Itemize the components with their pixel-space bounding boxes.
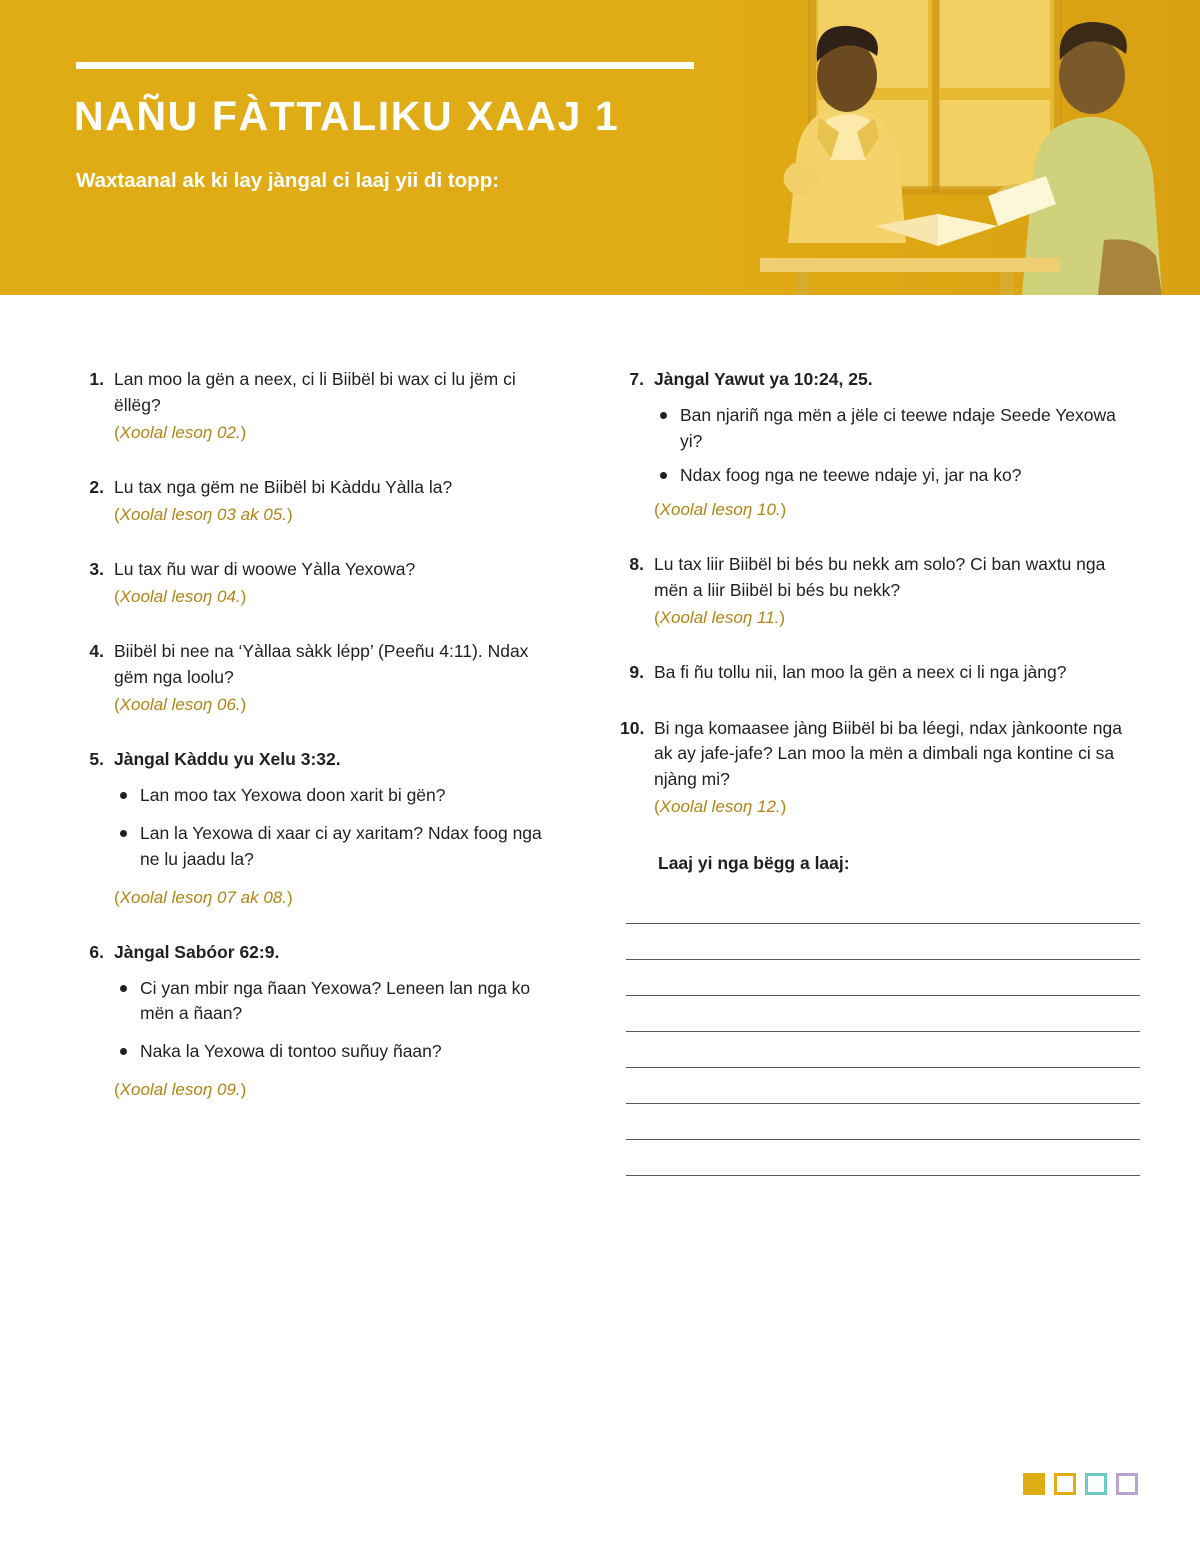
page-subtitle: Waxtaanal ak ki lay jàngal ci laaj yii di topp:: [76, 169, 500, 192]
question-item: [80, 557, 550, 609]
questions-column-left: [80, 367, 550, 1132]
reference-text: Xoolal lesoŋ 09.: [119, 1080, 241, 1100]
question-item: [80, 639, 550, 717]
question-item: [620, 716, 1140, 820]
notes-line[interactable]: [626, 888, 1140, 924]
footer-mark-1: [1023, 1473, 1045, 1495]
question-number: 9.: [629, 661, 644, 682]
question-text: Lu tax liir Biibël bi bés bu nekk am solo? Ci ban waxtu nga mën a liir Biibël bi bés bu nekk?: [654, 553, 1106, 600]
question-item: [80, 747, 550, 910]
question-reference: (Xoolal lesoŋ 02.): [114, 422, 247, 442]
question-reference: (Xoolal lesoŋ 10.): [654, 499, 787, 519]
footer-color-marks: [1023, 1473, 1138, 1495]
question-reference: (Xoolal lesoŋ 11.): [654, 607, 786, 627]
reference-text: Xoolal lesoŋ 07 ak 08.: [119, 887, 287, 907]
question-item: [80, 475, 550, 527]
question-text: Biibël bi nee na ‘Yàllaa sàkk lépp’ (Peeñu 4:11). Ndax gëm nga loolu?: [114, 641, 529, 687]
notes-line[interactable]: [626, 1104, 1140, 1140]
question-item: [620, 367, 1140, 522]
question-item: [620, 552, 1140, 630]
notes-heading: Laaj yi nga bëgg a laaj:: [658, 853, 850, 874]
bullet-item: Lan la Yexowa di xaar ci ay xaritam? Ndax foog nga ne lu jaadu la?: [114, 821, 550, 873]
question-text: Lan moo la gën a neex, ci li Biibël bi wax ci lu jëm ci ëllëg?: [114, 369, 516, 415]
question-number: 1.: [89, 369, 104, 389]
notes-line[interactable]: [626, 1068, 1140, 1104]
reference-text: Xoolal lesoŋ 11.: [659, 607, 780, 627]
question-text: Jàngal Sabóor 62:9.: [114, 941, 280, 962]
question-number: 6.: [89, 941, 104, 962]
question-number: 4.: [89, 641, 104, 662]
question-number: 10.: [620, 717, 645, 738]
question-item: [80, 367, 550, 445]
reference-text: Xoolal lesoŋ 10.: [659, 499, 781, 519]
reference-text: Xoolal lesoŋ 03 ak 05.: [119, 504, 287, 524]
notes-line[interactable]: [626, 960, 1140, 996]
question-bullet-list: [114, 783, 550, 873]
bullet-item: Ndax foog nga ne teewe ndaje yi, jar na ko?: [654, 463, 1140, 489]
question-bullet-list: [654, 403, 1140, 489]
header-divider-rule: [76, 62, 694, 69]
bullet-item: Naka la Yexowa di tontoo suñuy ñaan?: [114, 1039, 550, 1065]
footer-mark-2: [1054, 1473, 1076, 1495]
question-reference: (Xoolal lesoŋ 04.): [114, 586, 247, 606]
footer-mark-3: [1085, 1473, 1107, 1495]
two-men-studying-bible-illustration: [700, 0, 1200, 295]
bullet-item: Lan moo tax Yexowa doon xarit bi gën?: [114, 783, 550, 809]
reference-text: Xoolal lesoŋ 12.: [659, 797, 781, 817]
question-reference: (Xoolal lesoŋ 07 ak 08.): [114, 887, 293, 907]
question-number: 5.: [89, 748, 104, 769]
notes-line[interactable]: [626, 1032, 1140, 1068]
question-number: 3.: [89, 558, 104, 579]
question-number: 7.: [629, 369, 644, 389]
question-item: [80, 940, 550, 1103]
question-text: Bi nga komaasee jàng Biibël bi ba léegi, ndax jànkoonte nga ak ay jafe-jafe? Lan moo la mën a dimbali nga kontine ci sa njàng mi?: [654, 717, 1122, 790]
question-number: 8.: [629, 553, 644, 574]
bullet-item: Ci yan mbir nga ñaan Yexowa? Leneen lan nga ko mën a ñaan?: [114, 976, 550, 1028]
question-text: Jàngal Yawut ya 10:24, 25.: [654, 369, 873, 389]
reference-text: Xoolal lesoŋ 02.: [119, 422, 241, 442]
notes-line[interactable]: [626, 924, 1140, 960]
question-text: Lu tax nga gëm ne Biibël bi Kàddu Yàlla la?: [114, 476, 453, 497]
notes-write-in-area[interactable]: [626, 888, 1140, 1176]
question-bullet-list: [114, 976, 550, 1066]
question-text: Ba fi ñu tollu nii, lan moo la gën a neex ci li nga jàng?: [654, 661, 1067, 682]
footer-mark-4: [1116, 1473, 1138, 1495]
bullet-item: Ban njariñ nga mën a jële ci teewe ndaje Seede Yexowa yi?: [654, 403, 1140, 455]
question-reference: (Xoolal lesoŋ 03 ak 05.): [114, 504, 293, 524]
question-reference: (Xoolal lesoŋ 12.): [654, 797, 787, 817]
question-text: Jàngal Kàddu yu Xelu 3:32.: [114, 748, 341, 769]
notes-line[interactable]: [626, 1140, 1140, 1176]
question-text: Lu tax ñu war di woowe Yàlla Yexowa?: [114, 558, 416, 579]
notes-line[interactable]: [626, 996, 1140, 1032]
question-number: 2.: [89, 476, 104, 497]
question-reference: (Xoolal lesoŋ 09.): [114, 1080, 247, 1100]
page-title: NAÑU FÀTTALIKU XAAJ 1: [74, 93, 620, 139]
question-reference: (Xoolal lesoŋ 06.): [114, 694, 247, 714]
page-header: [0, 0, 1200, 295]
questions-column-right: [620, 367, 1140, 1176]
reference-text: Xoolal lesoŋ 06.: [119, 694, 241, 714]
reference-text: Xoolal lesoŋ 04.: [119, 586, 241, 606]
question-item: [620, 660, 1140, 686]
